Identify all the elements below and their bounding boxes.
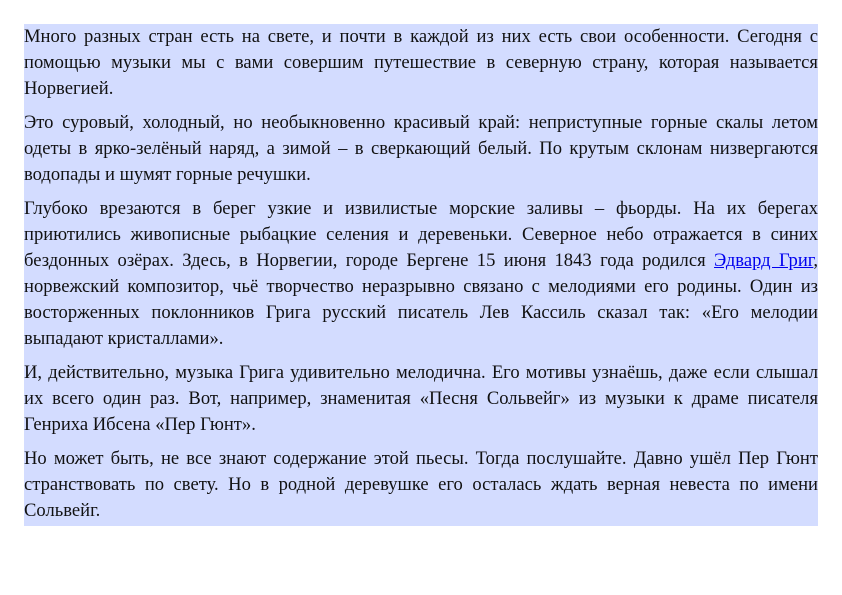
paragraph-3-text-after: , норвежский композитор, чьё творчество неразрывно связано с мелодиями его родины. Один из восторженных поклонников Грига русский писатель Лев Кассиль сказал так: «Его мелодии выпадают кристаллами». xyxy=(24,250,818,349)
edvard-grieg-link[interactable]: Эдвард Григ xyxy=(714,250,814,271)
text-block xyxy=(24,24,818,526)
paragraph-1: Много разных стран есть на свете, и почти в каждой из них есть свои особенности. Сегодня с помощью музыки мы с вами совершим путешествие в северную страну, которая называется Норвегией. xyxy=(24,26,818,99)
paragraph-5: Но может быть, не все знают содержание этой пьесы. Тогда послушайте. Давно ушёл Пер Гюнт странствовать по свету. Но в родной деревушке его осталась ждать верная невеста по имени Сольвейг. xyxy=(24,448,818,521)
paragraph-3-text-before: Глубоко врезаются в берег узкие и извилистые морские заливы – фьорды. На их берегах приютились живописные рыбацкие селения и деревеньки. Северное небо отражается в синих бездонных озёрах. Здесь, в Норвегии, городе Бергене 15 июня 1843 года родился xyxy=(24,198,818,271)
paragraph-3 xyxy=(24,196,818,352)
paragraph-2: Это суровый, холодный, но необыкновенно красивый край: неприступные горные скалы летом одеты в ярко-зелёный наряд, а зимой – в сверкающий белый. По крутым склонам низвергаются водопады и шумят горные речушки. xyxy=(24,112,818,185)
paragraph-4: И, действительно, музыка Грига удивительно мелодична. Его мотивы узнаёшь, даже если слышал их всего один раз. Вот, например, знаменитая «Песня Сольвейг» из музыки к драме писателя Генриха Ибсена «Пер Гюнт». xyxy=(24,362,818,435)
